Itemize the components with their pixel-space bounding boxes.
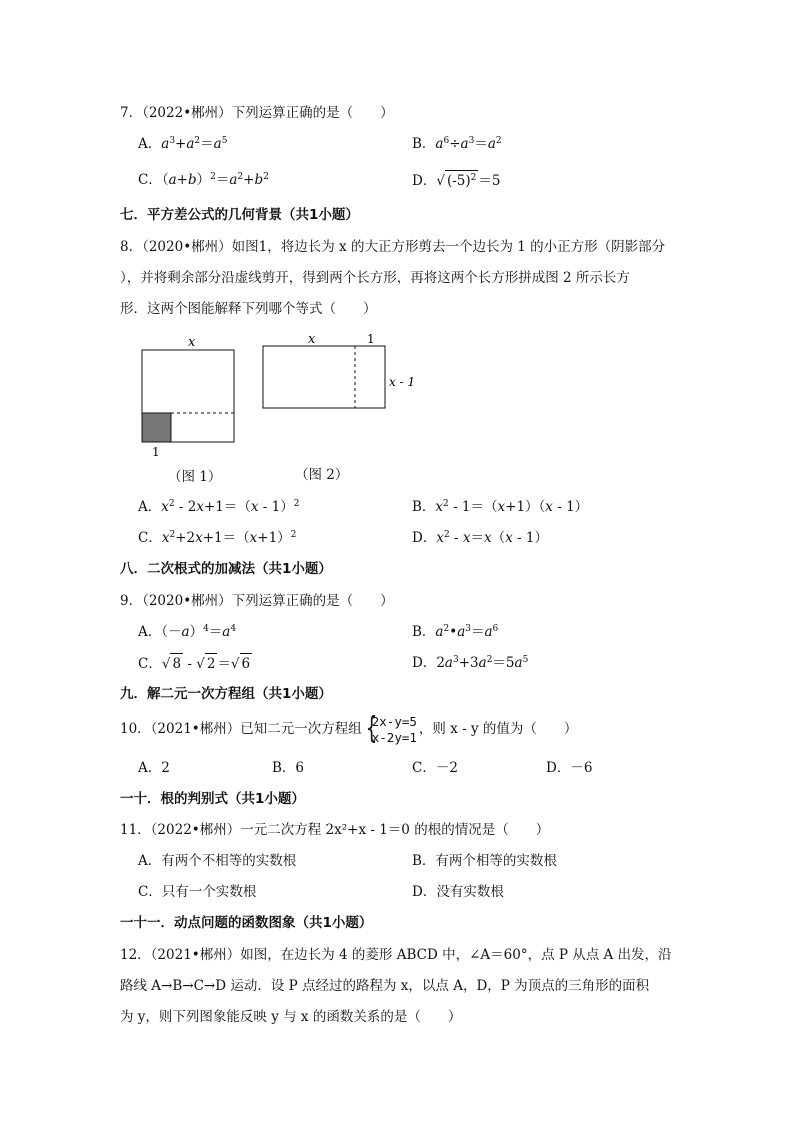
- figure-1: [142, 335, 234, 459]
- q10-option-c: C．－2: [412, 760, 458, 776]
- q11-option-b: B．有两个相等的实数根: [412, 853, 557, 869]
- q8-option-a: A．$x^2 - 2x+1=(x - 1)^2$: [138, 499, 300, 515]
- q10-stem: [120, 712, 577, 746]
- q9-option-b: B．$a^2•a^3=a^6$: [412, 624, 499, 640]
- q8-option-b: B．$x^2 - 1=(x+1)(x - 1)$: [412, 499, 589, 515]
- q10-option-d: D．－6: [546, 760, 593, 776]
- q10-option-b: B．6: [272, 760, 305, 776]
- section-heading-7: 七．平方差公式的几何背景（共1小题）: [120, 207, 359, 223]
- q11-option-a: A．有两个不相等的实数根: [138, 853, 297, 869]
- brace-symbol: {: [365, 710, 378, 746]
- q12-stem-line3: 为 y，则下列图象能反映 y 与 x 的函数关系的是（ ）: [120, 1009, 462, 1025]
- fig1-top-label: x: [188, 335, 196, 350]
- q7-option-c-label: C．: [138, 172, 162, 188]
- q10-stem-post: ，则 x - y 的值为（ ）: [418, 721, 578, 737]
- fig1-caption: （图 1）: [168, 469, 222, 485]
- q7-stem: 7．（2022•郴州）下列运算正确的是（ ）: [120, 105, 394, 121]
- q9-option-d: D．$2a^3+3a^2=5a^5$: [412, 655, 529, 671]
- q8-option-d: D．$x^2 - x=x(x - 1)$: [412, 530, 548, 546]
- q7-option-b-label: B．: [412, 136, 436, 152]
- q11-option-d: D．没有实数根: [412, 884, 504, 900]
- combined-rectangle: [263, 346, 385, 408]
- small-shaded-square: [142, 413, 171, 442]
- equation-2: x-2y=1: [371, 729, 417, 745]
- q8-stem-line1: 8．（2020•郴州）如图1，将边长为 x 的大正方形剪去一个边长为 1 的小正方形（阴影部分: [120, 239, 666, 255]
- q7-option-a: A．$a^3+a^2=a^5$: [138, 136, 228, 152]
- section-heading-8: 八．二次根式的加减法（共1小题）: [120, 561, 332, 577]
- q11-stem: 11．（2022•郴州）一元二次方程 2x²+x - 1＝0 的根的情况是（ ）: [120, 822, 550, 838]
- q9-option-a: A．$(-a)^4=a^4$: [138, 624, 237, 640]
- q7-option-a-label: A．: [138, 136, 162, 152]
- q9-option-c: C．√ 8 - √ 2 ＝√ 6: [138, 653, 252, 674]
- equation-1: 2x-y=5: [371, 713, 417, 729]
- q7-option-c: C．$(a+b)^2=a^2+b^2$: [138, 172, 269, 188]
- fig1-bottom-label: 1: [152, 445, 160, 459]
- fig2-caption: （图 2）: [295, 467, 349, 483]
- q9-stem: 9．（2020•郴州）下列运算正确的是（ ）: [120, 593, 394, 609]
- equation-system: [364, 710, 417, 746]
- section-heading-9: 九．解二元一次方程组（共1小题）: [120, 686, 332, 702]
- q8-stem-line2: ），并将剩余部分沿虚线剪开，得到两个长方形，再将这两个长方形拼成图 2 所示长方: [120, 270, 630, 286]
- sqrt-symbol: √ $(-5)^2$: [436, 170, 478, 191]
- q10-option-a: A．2: [138, 760, 170, 776]
- q11-option-c: C．只有一个实数根: [138, 884, 257, 900]
- q10-stem-pre: 10．（2021•郴州）已知二元一次方程组: [120, 721, 362, 737]
- section-heading-11: 一十一．动点问题的函数图象（共1小题）: [120, 915, 373, 931]
- q7-option-b: B．$a^6\div a^3=a^2$: [412, 136, 502, 152]
- q7-option-d: D．√ $(-5)^2 =5$: [412, 170, 500, 191]
- q8-option-c: C．$x^2+2x+1=(x+1)^2$: [138, 530, 297, 546]
- fig2-side-label: x - 1: [389, 375, 416, 389]
- fig2-top-label-x: x: [308, 332, 316, 347]
- section-heading-10: 一十．根的判别式（共1小题）: [120, 791, 305, 807]
- q12-stem-line1: 12．（2021•郴州）如图，在边长为 4 的菱形 ABCD 中，∠A＝60°，点 P 从点 A 出发，沿: [120, 947, 672, 963]
- figure-2: [263, 332, 415, 408]
- fig2-top-label-1: 1: [367, 332, 375, 346]
- q8-stem-line3: 形．这两个图能解释下列哪个等式（ ）: [120, 301, 377, 317]
- q12-stem-line2: 路线 A→B→C→D 运动．设 P 点经过的路程为 x，以点 A，D，P 为顶点的三角形的面积: [120, 978, 650, 994]
- q7-option-d-label: D．: [412, 173, 437, 189]
